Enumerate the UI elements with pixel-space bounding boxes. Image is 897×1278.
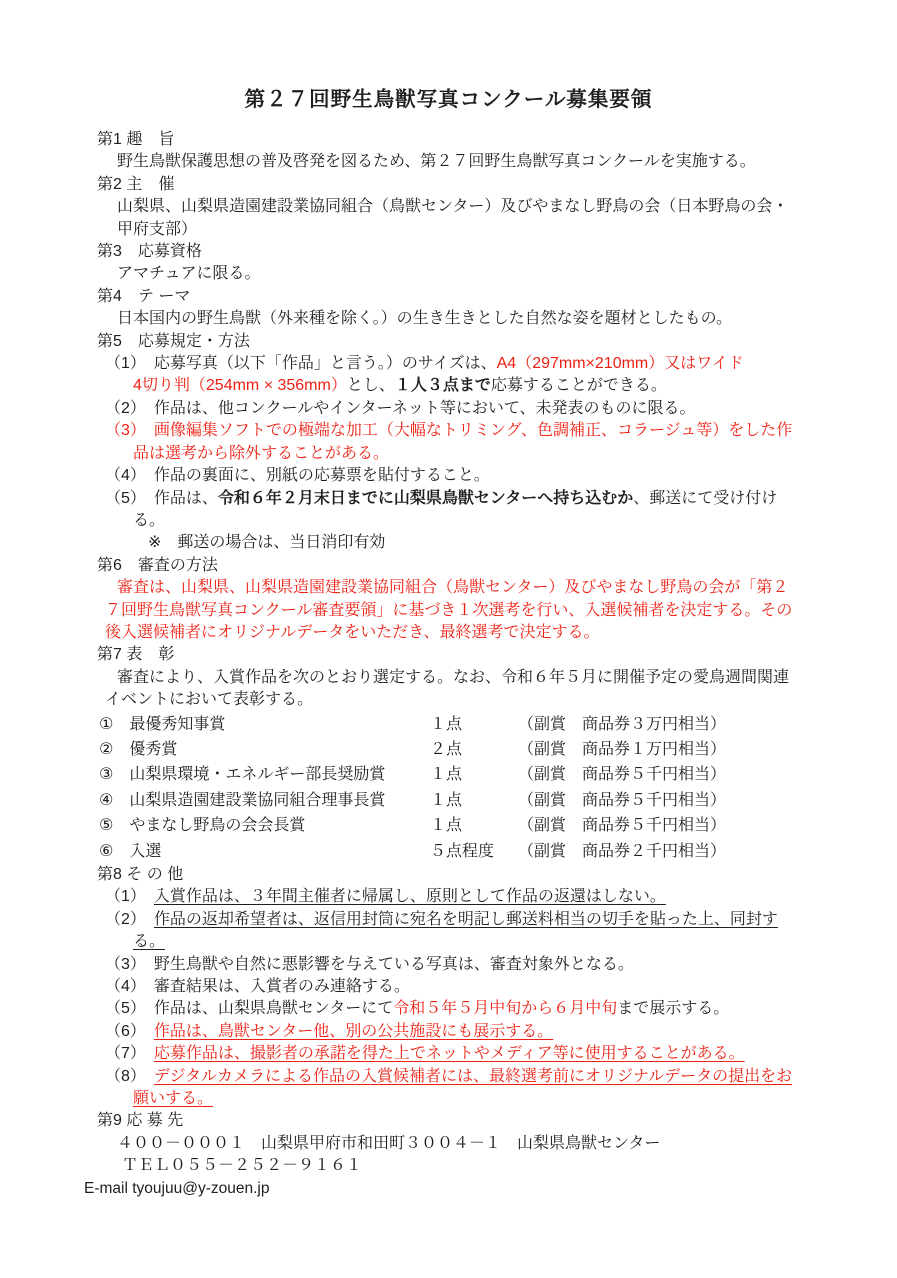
doc-line	[0, 1178, 897, 1200]
award-count: １点	[430, 817, 463, 835]
doc-line	[0, 308, 897, 330]
award-count: ２点	[430, 740, 463, 758]
text-segment: 第2 主 催	[97, 175, 175, 193]
doc-line	[0, 1088, 897, 1110]
section-heading	[0, 286, 897, 308]
text-segment: （5） 作品は、	[105, 489, 218, 507]
text-segment: 、郵送にて受け付け	[633, 489, 778, 507]
doc-line	[0, 886, 897, 908]
doc-line	[0, 998, 897, 1020]
doc-line	[0, 151, 897, 173]
text-segment: まで展示する。	[617, 1000, 730, 1018]
section-heading	[0, 864, 897, 886]
text-segment: 第9 応 募 先	[97, 1112, 184, 1130]
award-count: １点	[430, 791, 463, 809]
award-label: ⑤ やまなし野鳥の会会長賞	[99, 817, 306, 835]
document-body	[0, 129, 897, 1200]
award-prize: （副賞 商品券３万円相当）	[518, 715, 727, 733]
section-heading	[0, 241, 897, 263]
award-prize: （副賞 商品券２千円相当）	[518, 842, 727, 860]
text-segment: 4切り判（254mm × 356mm）	[133, 377, 347, 395]
award-prize: （副賞 商品券５千円相当）	[518, 766, 727, 784]
text-segment: 後入選候補者にオリジナルデータをいただき、最終選考で決定する。	[105, 623, 600, 641]
award-prize: （副賞 商品券１万円相当）	[518, 740, 727, 758]
doc-line	[0, 689, 897, 711]
text-segment: る。	[133, 511, 166, 529]
text-segment: （1） 応募写真（以下「作品」と言う。）のサイズは、	[105, 355, 497, 373]
doc-line	[0, 577, 897, 599]
text-segment: ※ 郵送の場合は、当日消印有効	[148, 534, 386, 552]
doc-line	[0, 1043, 897, 1065]
doc-line	[0, 532, 897, 554]
doc-line	[0, 1066, 897, 1088]
text-segment: （6）	[105, 1022, 154, 1040]
award-row	[0, 712, 897, 737]
award-row	[0, 788, 897, 813]
award-count: １点	[430, 715, 463, 733]
award-prize: （副賞 商品券５千円相当）	[518, 791, 727, 809]
text-segment: 作品は、鳥獣センター他、別の公共施設にも展示する。	[153, 1022, 554, 1040]
text-segment: （1）	[105, 888, 154, 906]
text-segment: ＴＥＬ０５５－２５２－９１６１	[122, 1157, 363, 1175]
text-segment: 品は選考から除外することがある。	[133, 444, 390, 462]
text-segment: 山梨県、山梨県造園建設業協同組合（鳥獣センター）及びやまなし野鳥の会（日本野鳥の会・	[117, 198, 789, 216]
text-segment: 令和５年５月中旬から６月中旬	[393, 1000, 618, 1018]
doc-line	[0, 667, 897, 689]
text-segment: （7）	[105, 1045, 154, 1063]
text-segment: 作品の返却希望者は、返信用封筒に宛名を明記し郵送料相当の切手を貼った上、同封す	[153, 910, 778, 928]
text-segment: アマチュアに限る。	[117, 265, 261, 283]
text-segment: （2）	[105, 910, 154, 928]
doc-line	[0, 443, 897, 465]
text-segment: （8）	[105, 1067, 154, 1085]
award-count: ５点程度	[430, 842, 495, 860]
award-label: ② 優秀賞	[99, 740, 178, 758]
text-segment: （3） 画像編集ソフトでの極端な加工（大幅なトリミング、色調補正、コラージュ等）をした作	[105, 422, 793, 440]
text-segment: 願いする。	[133, 1090, 214, 1108]
doc-line	[0, 219, 897, 241]
text-segment: る。	[133, 933, 166, 951]
text-segment: 令和６年２月末日までに山梨県鳥獣センターへ持ち込むか	[217, 489, 634, 507]
text-segment: （4） 審査結果は、入賞者のみ連絡する。	[105, 978, 410, 996]
award-label: ⑥ 入選	[99, 842, 162, 860]
text-segment: 審査は、山梨県、山梨県造園建設業協同組合（鳥獣センター）及びやまなし野鳥の会が「第２	[117, 579, 789, 597]
doc-line	[0, 398, 897, 420]
award-row	[0, 839, 897, 864]
doc-line	[0, 909, 897, 931]
award-label: ① 最優秀知事賞	[99, 715, 226, 733]
text-segment: 第7 表 彰	[97, 646, 175, 664]
section-heading	[0, 331, 897, 353]
text-segment: デジタルカメラによる作品の入賞候補者には、最終選考前にオリジナルデータの提出をお	[153, 1067, 793, 1085]
text-segment: 応募することができる。	[490, 377, 667, 395]
doc-line	[0, 353, 897, 375]
text-segment: A4（297mm×210mm）又はワイド	[496, 355, 744, 373]
text-segment: 甲府支部）	[117, 220, 198, 238]
text-segment: 第6 審査の方法	[97, 556, 218, 574]
text-segment: 野生鳥獣保護思想の普及啓発を図るため、第２７回野生鳥獣写真コンクールを実施する。	[117, 153, 756, 171]
doc-line	[0, 1155, 897, 1177]
award-row	[0, 813, 897, 838]
award-row	[0, 762, 897, 787]
doc-line	[0, 196, 897, 218]
doc-line	[0, 465, 897, 487]
text-segment: （4） 作品の裏面に、別紙の応募票を貼付すること。	[105, 467, 490, 485]
doc-line	[0, 263, 897, 285]
doc-line	[0, 1021, 897, 1043]
text-segment: イベントにおいて表彰する。	[105, 691, 314, 709]
doc-line	[0, 420, 897, 442]
doc-line	[0, 1133, 897, 1155]
doc-line	[0, 510, 897, 532]
text-segment: （2） 作品は、他コンクールやインターネット等において、未発表のものに限る。	[105, 399, 696, 417]
text-segment: 第1 趣 旨	[97, 131, 175, 148]
text-segment: 第4 テ ーマ	[97, 287, 191, 305]
text-segment: １人３点まで	[394, 377, 491, 395]
text-segment: とし、	[346, 377, 395, 395]
text-segment: ７回野生鳥獣写真コンクール審査要領」に基づき１次選考を行い、入選候補者を決定する。その	[105, 601, 793, 619]
doc-line	[0, 600, 897, 622]
text-segment: 応募作品は、撮影者の承諾を得た上でネットやメディア等に使用することがある。	[153, 1045, 745, 1063]
award-count: １点	[430, 766, 463, 784]
text-segment: 日本国内の野生鳥獣（外来種を除く。）の生き生きとした自然な姿を題材としたもの。	[117, 310, 733, 328]
award-row	[0, 737, 897, 762]
text-segment: 第8 そ の 他	[97, 866, 184, 883]
section-heading	[0, 129, 897, 151]
award-label: ③ 山梨県環境・エネルギー部長奨励賞	[99, 766, 386, 784]
text-segment: 第3 応募資格	[97, 243, 202, 261]
doc-line	[0, 622, 897, 644]
text-segment: E-mail tyoujuu@y-zouen.jp	[84, 1179, 270, 1197]
document-title: 第２７回野生鳥獣写真コンクール募集要領	[244, 88, 653, 111]
section-heading	[0, 644, 897, 666]
doc-line	[0, 931, 897, 953]
doc-line	[0, 954, 897, 976]
text-segment: 第5 応募規定・方法	[97, 332, 250, 350]
award-prize: （副賞 商品券５千円相当）	[518, 817, 727, 835]
doc-line	[0, 976, 897, 998]
text-segment: （5） 作品は、山梨県鳥獣センターにて	[105, 1000, 394, 1018]
section-heading	[0, 555, 897, 577]
award-label: ④ 山梨県造園建設業協同組合理事長賞	[99, 791, 386, 809]
text-segment: 入賞作品は、３年間主催者に帰属し、原則として作品の返還はしない。	[153, 888, 666, 906]
section-heading	[0, 174, 897, 196]
text-segment: （3） 野生鳥獣や自然に悪影響を与えている写真は、審査対象外となる。	[105, 955, 634, 973]
doc-line	[0, 375, 897, 397]
doc-line	[0, 488, 897, 510]
text-segment: ４００－０００１ 山梨県甲府市和田町３００４－１ 山梨県鳥獣センター	[117, 1134, 661, 1152]
text-segment: 審査により、入賞作品を次のとおり選定する。なお、令和６年５月に開催予定の愛鳥週間関連	[117, 668, 790, 686]
section-heading	[0, 1110, 897, 1132]
